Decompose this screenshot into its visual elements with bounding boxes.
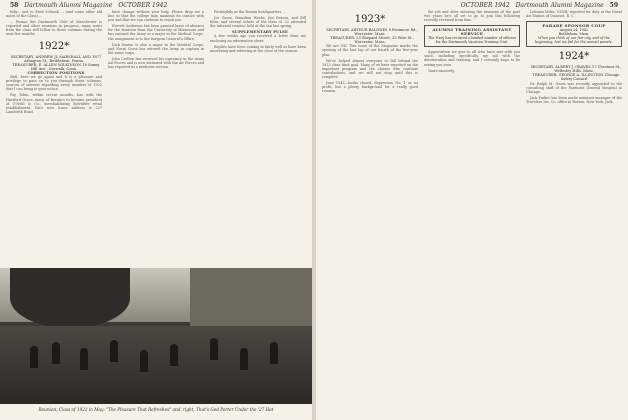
right-col3-intro: Lehman Miles, USNR, reported for duty at the Naval Air Station of Quonset, R. I. [526, 10, 622, 19]
left-magazine-title: Dartmouth Alumni Magazine [24, 2, 113, 9]
parade-place: Bethlehem, Mass. [558, 32, 590, 37]
left-col3-para-2: Replies have been coming in fairly well as have been answering and referring at the close of the season. [210, 44, 306, 53]
left-col2-para: Everett Anderson has been granted leave of absence for the duration from the University of Minnesota and has entered the Army as a major in the Medical Corps. His assignment is to the Surgeon General's Office. [108, 24, 204, 41]
right-column-2 [424, 10, 520, 75]
class-1923-para-2: June 1943—books closed, depression No. 1 or no profit, but a plenty background for a really good reunion. [322, 81, 418, 94]
class-heading-1923: 1923* [354, 14, 386, 25]
class-1922-section-label: CORRECTION POSITIONS [27, 70, 85, 75]
left-col3-intro: Fortnightly at the Boston headquarters ... [214, 10, 286, 14]
right-col2-intro: the job and after entering the reunions of the past two years he's all set to go to join this following recently received from him. [424, 10, 520, 23]
training-notice-box [424, 25, 520, 47]
left-running-head [6, 2, 167, 9]
left-col2-para-3: John Carlton has received his captaincy in the Army Air Forces and is now stationed with the Air Forces and has reported as a medicine section. [108, 56, 204, 70]
right-column-1 [322, 10, 418, 95]
class-heading-1922: 1922* [38, 40, 70, 52]
left-column-1 [6, 10, 102, 116]
parade-heading: PARADE SPONSOR COUP [542, 23, 606, 29]
supplementary-heading: SUPPLEMENTARY PULSE [232, 30, 288, 35]
class-1924-secretary: SECRETARY, ALBERT J. GRAVES 17 Chestnut St., Wellesley Hills, Mass. [530, 65, 622, 74]
left-page-number: 58 [10, 2, 19, 9]
right-month: OCTOBER 1942 [460, 2, 510, 9]
class-1924-para: Jack Parker has been made assistant manager of the Travelers Ins. Co. office in Boston, New York, Jack. [526, 95, 622, 104]
left-column-3 [210, 10, 306, 55]
parade-sponsor-box [526, 21, 622, 47]
right-magazine-title: Dartmouth Alumni Magazine [515, 2, 604, 9]
parade-dates: August 24, 1942 [559, 28, 589, 33]
class-1922-treasurer: TREASURER, E. ALLEN WILKINSON 18 Sunny Hill Ave., Norwalk, Conn. [12, 62, 100, 71]
class-1923-treasurer: TREASURER, 23 Shepard Street, 35 Wise St., Worcester, Mass. [330, 36, 414, 45]
class-1922-body: Well, here we go again and it is a pleasure and privilege to pass on to you through these columns, sources of interest regarding every member of 1922 that I can bring to your notice. [6, 75, 102, 92]
right-page [316, 0, 628, 420]
photo-caption: Reunion, Class of 1922 in May: "The Pleasure That Refreshes" and, right, That's Ged Porter Under the '27 Hat [38, 407, 274, 412]
class-1924-treasurer: TREASURER, GEORGE A. ILLINGTON Chicago Safety Council [532, 73, 620, 82]
right-column-3 [526, 10, 622, 106]
left-col2-para-2: Dick Sexton is also a major in the Medical Corps, and Norm Cross has entered the Army as captain in the same corps. [108, 42, 204, 55]
right-col2-signoff: Yours sincerely, [428, 68, 455, 73]
class-1923-para: We've helped almost everyone to fall behind the 1923 class fund goal. Many of us have reported on the important program and the classes who continue contributions, and we will not stop until this is complete. [322, 58, 418, 80]
class-1923-secretary: SECRETARY, ARTHUR BALDWIN 8 Fenimore Rd., Worcester, Mass. [326, 28, 418, 37]
left-col2-body: have change without your help. Please drop me a line so that the college may maintain its contact with you and that we can continue to reach you. [108, 10, 204, 23]
left-page [0, 0, 312, 420]
class-1922-body-more: Pay Tobin, within recent months, has with the Hartford Grace, many of Bergin's to become president of O'Neill & Co., merchandising Belvidere retail establishment. Pat's new home address is 227 Lamberth Road. [6, 93, 102, 114]
training-notice-body: The Navy has received a limited number of officers for the Dartmouth Vacation Training Unit. [427, 36, 517, 45]
right-running-head [461, 2, 622, 9]
left-col3-para: Joe Grose, Hamilton Weeks, Jim Dotson, and Bill Kent, and several others of the class of '22 attended the informal reunion held at the Inn last spring. [210, 16, 306, 29]
class-1922-secretary: SECRETARY, ANDREW JL MARSHALL AND 1877 Arlington St., Bethlehem, Penna. [10, 54, 102, 63]
supplementary-body: A few weeks ago you received a letter from me enclosing an information sheet. [210, 34, 306, 43]
class-1923-body: We are OK! This issue of the Magazine marks the opening of the last lap of our fourth of the five-year plan. [322, 44, 418, 57]
right-page-number: 59 [609, 2, 618, 9]
reunion-photo [0, 268, 312, 404]
left-column-2 [108, 10, 204, 71]
training-notice-title: ALUMNI TRAINING ASSISTANT SERVICE [432, 27, 512, 37]
parade-note: When you think of our fair city, and of the beginning, lest we fail for the annual parade. [535, 36, 613, 45]
left-month: OCTOBER 1942 [118, 2, 168, 9]
left-col1-filler: … Pumas the Dartmouth Club of Manchester is reported and other reunions in progress, many notes from the class will follow in these columns during the next few months. [6, 20, 102, 37]
left-col1-intro: fully... and to Fred Schwab ... (and some other old notes of the Class) ... [6, 10, 102, 19]
right-col2-para: Appreciation we give to all who have met with you since, including specifically my aid with the deterioration and training, and I certainly hope to be seeing you soon. [424, 50, 520, 67]
class-1924-body: Dr. Ralph M. Owen was recently appointed to the consulting staff of the Fairhurst General Hospital in Chicago. [526, 81, 622, 94]
class-heading-1924: 1924* [558, 51, 590, 63]
